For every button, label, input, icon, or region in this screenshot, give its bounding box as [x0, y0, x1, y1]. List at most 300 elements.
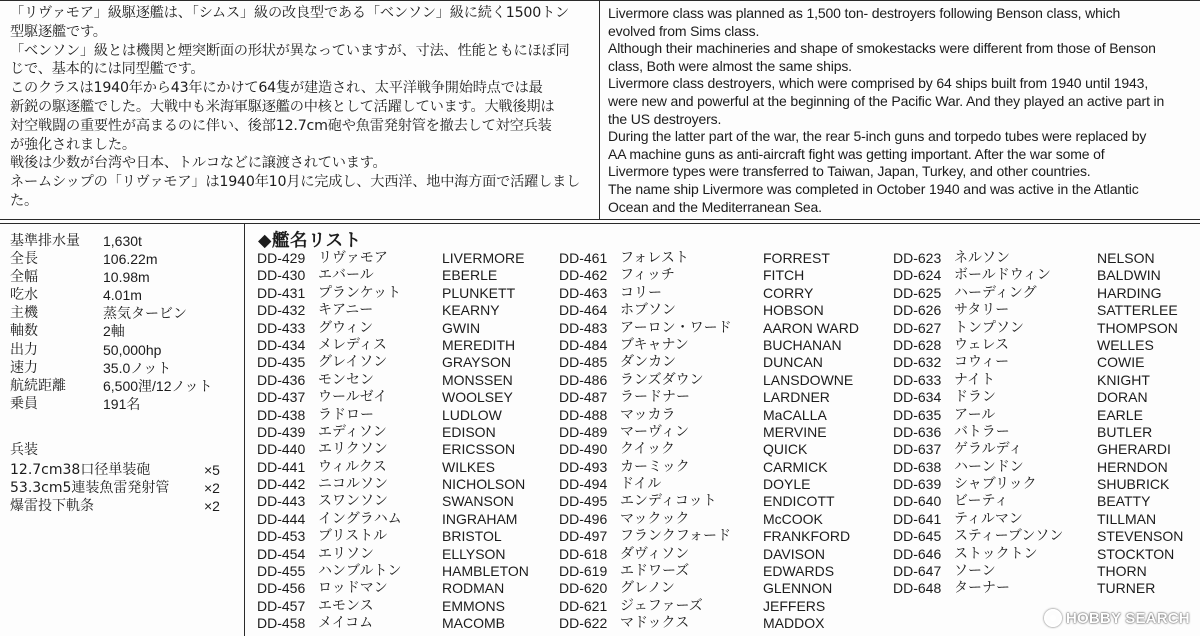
hull-number: DD-461: [559, 250, 608, 266]
hull-number: DD-626: [893, 302, 942, 319]
spec-row: [10, 395, 240, 413]
hull-number: DD-635: [893, 406, 942, 423]
ship-name-english: TILLMAN: [1097, 510, 1157, 527]
hull-number: DD-430: [257, 267, 306, 284]
spec-label: 主機: [10, 305, 38, 322]
spec-row: [10, 304, 240, 322]
spec-label: 速力: [10, 359, 38, 376]
ship-list-title: ◆艦名リスト: [258, 231, 362, 251]
ship-name-english: HOBSON: [763, 302, 824, 319]
ship-row: [257, 389, 557, 406]
hull-number: DD-441: [257, 458, 306, 475]
ship-name-english: GWIN: [442, 319, 481, 336]
description-en-line: Livermore class was planned as 1,500 ton- destroyers following Benson class, which: [608, 5, 1121, 21]
ship-name-japanese: ラドロー: [318, 406, 374, 423]
ship-name-english: EBERLE: [442, 267, 498, 284]
ship-name-english: EMMONS: [442, 597, 505, 614]
ship-name-english: WILKES: [442, 458, 495, 475]
ship-name-english: NICHOLSON: [442, 476, 526, 493]
spec-value: 191名: [103, 395, 141, 412]
ship-name-english: GHERARDI: [1097, 441, 1171, 458]
hull-number: DD-625: [893, 284, 942, 301]
ship-name-english: ELLYSON: [442, 545, 506, 562]
ship-name-japanese: エンディコット: [620, 493, 717, 510]
hull-number: DD-433: [257, 319, 306, 336]
spec-row: [10, 377, 240, 395]
ship-name-english: ERICSSON: [442, 441, 516, 458]
ship-name-english: MACOMB: [442, 615, 505, 632]
ship-row: [559, 598, 889, 615]
divider-inner: [0, 223, 1200, 224]
hull-number: DD-483: [559, 319, 608, 336]
ship-row: [893, 511, 1193, 528]
spec-value: 蒸気タービン: [103, 305, 187, 322]
ship-row: [559, 250, 889, 267]
ship-name-english: McCOOK: [763, 510, 823, 527]
ship-name-english: FORREST: [763, 250, 830, 266]
hull-number: DD-486: [559, 371, 608, 388]
ship-name-japanese: コリー: [620, 284, 662, 301]
ship-row: [257, 493, 557, 510]
ship-row: [257, 546, 557, 563]
ship-row: [559, 320, 889, 337]
ship-name-english: SATTERLEE: [1097, 302, 1178, 319]
ship-name-japanese: ニコルソン: [318, 476, 388, 493]
ship-name-english: KEARNY: [442, 302, 500, 319]
ship-name-japanese: メイコム: [318, 615, 374, 632]
ship-name-english: CARMICK: [763, 458, 828, 475]
hull-number: DD-455: [257, 563, 306, 580]
description-ja-line: 戦後は少数が台湾や日本、トルコなどに譲渡されています。: [10, 155, 387, 172]
armament-row: [10, 479, 240, 497]
description-ja-line: 型駆逐艦です。: [10, 23, 107, 40]
ship-name-english: DOYLE: [763, 476, 811, 493]
description-en-line: were new and powerful at the beginning of the Pacific War. And they played an active part in: [608, 92, 1165, 109]
ship-row: [559, 476, 889, 493]
description-english: [608, 5, 1196, 216]
ship-name-japanese: エディソン: [318, 423, 387, 440]
ship-row: [257, 372, 557, 389]
ship-row: [893, 389, 1193, 406]
hull-number: DD-485: [559, 354, 608, 371]
hull-number: DD-458: [257, 615, 306, 632]
ship-row: [257, 476, 557, 493]
ship-row: [893, 476, 1193, 493]
description-en-line: the US destroyers.: [608, 110, 722, 127]
spec-value: 2軸: [103, 323, 125, 340]
spec-label: 全幅: [10, 269, 38, 286]
ship-list-column-2: [559, 250, 889, 633]
spec-value: 1,630t: [103, 233, 142, 249]
description-japanese: [10, 4, 594, 211]
hull-number: DD-624: [893, 267, 942, 284]
ship-name-japanese: ハーディング: [954, 284, 1037, 301]
ship-name-japanese: シャブリック: [954, 476, 1037, 493]
hull-number: DD-639: [893, 476, 942, 493]
ship-name-english: STEVENSON: [1097, 528, 1184, 545]
spec-label: 軸数: [10, 323, 38, 340]
ship-row: [893, 546, 1193, 563]
ship-row: [893, 267, 1193, 284]
ship-name-english: STOCKTON: [1097, 545, 1175, 562]
ship-name-english: AARON WARD: [763, 319, 859, 336]
hull-number: DD-647: [893, 563, 942, 580]
ship-row: [257, 598, 557, 615]
ship-row: [257, 511, 557, 528]
ship-name-japanese: コウィー: [954, 354, 1010, 371]
ship-name-japanese: フランクフォード: [620, 528, 732, 545]
hull-number: DD-431: [257, 284, 306, 301]
armament-quantity: ×2: [204, 480, 220, 496]
armament-row: [10, 497, 240, 515]
ship-row: [559, 337, 889, 354]
ship-name-japanese: マッカラ: [620, 406, 676, 423]
ship-name-japanese: ソーン: [954, 563, 996, 580]
hull-number: DD-464: [559, 302, 608, 319]
ship-name-english: BALDWIN: [1097, 267, 1161, 284]
description-en-line: AA machine guns as anti-aircraft fight was getting important. After the war some of: [608, 145, 1105, 162]
armament-quantity: ×5: [204, 462, 220, 478]
ship-row: [559, 615, 889, 632]
hull-number: DD-484: [559, 336, 608, 353]
hull-number: DD-440: [257, 441, 306, 458]
ship-name-english: EDWARDS: [763, 563, 835, 580]
ship-name-japanese: ゲラルディ: [954, 441, 1023, 458]
ship-row: [257, 320, 557, 337]
ship-name-japanese: スティーブンソン: [954, 528, 1064, 545]
ship-name-japanese: サタリー: [954, 302, 1010, 319]
ship-row: [893, 285, 1193, 302]
ship-name-japanese: ウィルクス: [318, 458, 387, 475]
ship-name-japanese: カーミック: [620, 458, 690, 475]
hull-number: DD-646: [893, 545, 942, 562]
ship-name-japanese: マックック: [620, 510, 690, 527]
ship-row: [559, 528, 889, 545]
hull-number: DD-496: [559, 510, 608, 527]
ship-list-column-1: [257, 250, 557, 633]
ship-name-japanese: スワンソン: [318, 493, 388, 510]
ship-name-japanese: エドワーズ: [620, 563, 690, 580]
ship-row: [893, 250, 1193, 267]
spec-row: [10, 286, 240, 304]
ship-name-japanese: メレディス: [318, 336, 387, 353]
spec-value: 4.01m: [103, 287, 142, 304]
hull-number: DD-637: [893, 441, 942, 458]
ship-name-japanese: フィッチ: [620, 267, 675, 284]
ship-name-japanese: ティルマン: [954, 510, 1023, 527]
ship-name-japanese: エバール: [318, 267, 374, 284]
ship-name-japanese: ホブソン: [620, 302, 676, 319]
description-en-line: During the latter part of the war, the rear 5-inch guns and torpedo tubes were replaced by: [608, 128, 1147, 145]
description-ja-line: このクラスは1940年から43年にかけて64隻が建造され、太平洋戦争開始時点では最: [10, 80, 543, 97]
ship-row: [257, 407, 557, 424]
ship-name-english: MEREDITH: [442, 336, 516, 353]
description-ja-line: 新鋭の駆逐艦でした。大戦中も米海軍駆逐艦の中核として活躍しています。大戦後期は: [10, 98, 555, 115]
ship-list-column-3: [893, 250, 1193, 598]
description-en-line: Livermore types were transferred to Taiwan, Japan, Turkey, and other countries.: [608, 163, 1091, 180]
ship-name-japanese: エモンス: [318, 597, 374, 614]
ship-name-english: LIVERMORE: [442, 250, 525, 266]
description-ja-line: 「ベンソン」級とは機関と煙突断面の形状が異なっていますが、寸法、性能ともにほぼ同: [10, 42, 570, 59]
hull-number: DD-490: [559, 441, 608, 458]
ship-name-japanese: クイック: [620, 441, 676, 458]
ship-name-english: GRAYSON: [442, 354, 511, 371]
spec-row: [10, 250, 240, 268]
description-en-line: Although their machineries and shape of smokestacks were different from those of Benson: [608, 40, 1156, 57]
hull-number: DD-438: [257, 406, 306, 423]
hull-number: DD-439: [257, 423, 306, 440]
hull-number: DD-623: [893, 250, 942, 266]
ship-name-japanese: ラードナー: [620, 389, 690, 406]
ship-name-japanese: ナイト: [954, 371, 996, 388]
top-border: [0, 0, 1200, 1]
ship-name-english: SHUBRICK: [1097, 476, 1170, 493]
ship-name-english: JEFFERS: [763, 597, 826, 614]
hull-number: DD-443: [257, 493, 306, 510]
ship-name-english: HAMBLETON: [442, 563, 529, 580]
hull-number: DD-442: [257, 476, 306, 493]
ship-name-english: GLENNON: [763, 580, 833, 597]
hull-number: DD-456: [257, 580, 306, 597]
description-ja-line: た。: [10, 192, 38, 209]
ship-name-japanese: ドラン: [954, 389, 996, 406]
spec-value: 6,500浬/12ノット: [103, 377, 213, 394]
ship-name-japanese: エリソン: [318, 545, 374, 562]
ship-row: [559, 407, 889, 424]
description-ja-line: 「リヴァモア」級駆逐艦は、「シムス」級の改良型である「ベンソン」級に続く1500トン: [10, 5, 570, 21]
description-en-line: class, Both were almost the same ships.: [608, 57, 852, 74]
ship-name-japanese: ターナー: [954, 580, 1010, 597]
hull-number: DD-622: [559, 615, 608, 632]
ship-name-japanese: ビーティ: [954, 493, 1009, 510]
specifications: [10, 232, 240, 413]
hull-number: DD-489: [559, 423, 608, 440]
ship-row: [257, 285, 557, 302]
ship-row: [559, 372, 889, 389]
hull-number: DD-429: [257, 250, 306, 266]
hull-number: DD-621: [559, 597, 608, 614]
spec-row: [10, 359, 240, 377]
ship-row: [559, 441, 889, 458]
column-divider-bottom: [244, 223, 245, 636]
ship-name-english: MaCALLA: [763, 406, 827, 423]
armament-name: 53.3cm5連装魚雷発射管: [10, 480, 170, 496]
hull-number: DD-436: [257, 371, 306, 388]
spec-row: [10, 322, 240, 340]
ship-name-english: THORN: [1097, 563, 1147, 580]
armament-quantity: ×2: [204, 498, 220, 514]
hull-number: DD-628: [893, 336, 942, 353]
ship-name-english: DORAN: [1097, 389, 1148, 406]
ship-row: [257, 528, 557, 545]
ship-name-japanese: グレイソン: [318, 354, 388, 371]
ship-row: [893, 372, 1193, 389]
ship-name-english: MADDOX: [763, 615, 825, 632]
ship-name-english: WOOLSEY: [442, 389, 513, 406]
ship-name-english: CORRY: [763, 284, 814, 301]
hull-number: DD-463: [559, 284, 608, 301]
hull-number: DD-488: [559, 406, 608, 423]
ship-name-english: TURNER: [1097, 580, 1156, 597]
description-ja-line: ネームシップの「リヴァモア」は1940年10月に完成し、大西洋、地中海方面で活躍しまし: [10, 174, 581, 191]
hull-number: DD-434: [257, 336, 306, 353]
ship-row: [257, 354, 557, 371]
hull-number: DD-634: [893, 389, 942, 406]
hull-number: DD-495: [559, 493, 608, 510]
ship-name-english: EDISON: [442, 423, 496, 440]
ship-row: [559, 459, 889, 476]
ship-name-english: DUNCAN: [763, 354, 823, 371]
armament-row: [10, 461, 240, 479]
ship-row: [559, 267, 889, 284]
ship-row: [559, 302, 889, 319]
hull-number: DD-620: [559, 580, 608, 597]
hull-number: DD-457: [257, 597, 306, 614]
ship-name-english: KNIGHT: [1097, 371, 1150, 388]
ship-name-japanese: バトラー: [954, 423, 1010, 440]
ship-name-english: HARDING: [1097, 284, 1162, 301]
ship-name-english: INGRAHAM: [442, 510, 518, 527]
watermark-text: HOBBY SEARCH: [1066, 609, 1190, 627]
ship-row: [893, 407, 1193, 424]
ship-row: [257, 302, 557, 319]
spec-label: 出力: [10, 341, 38, 358]
ship-name-english: RODMAN: [442, 580, 505, 597]
spec-value: 50,000hp: [103, 341, 162, 358]
hull-number: DD-619: [559, 563, 608, 580]
ship-row: [257, 337, 557, 354]
ship-name-japanese: キアニー: [318, 302, 374, 319]
ship-row: [257, 250, 557, 267]
ship-name-japanese: リヴァモア: [318, 250, 388, 266]
ship-name-english: MONSSEN: [442, 371, 513, 388]
ship-row: [893, 528, 1193, 545]
ship-row: [893, 320, 1193, 337]
spec-label: 基準排水量: [10, 233, 80, 249]
description-en-line: Ocean and the Mediterranean Sea.: [608, 198, 822, 215]
ship-name-english: THOMPSON: [1097, 319, 1178, 336]
spec-label: 吃水: [10, 287, 38, 304]
ship-name-english: WELLES: [1097, 336, 1154, 353]
ship-name-japanese: ウールゼイ: [318, 389, 388, 406]
spec-value: 35.0ノット: [103, 359, 172, 376]
ship-name-japanese: プランケット: [318, 284, 402, 301]
hull-number: DD-633: [893, 371, 942, 388]
armament-heading: 兵装: [10, 442, 38, 458]
hull-number: DD-493: [559, 458, 608, 475]
hull-number: DD-453: [257, 528, 306, 545]
ship-name-japanese: アール: [954, 406, 996, 423]
ship-name-japanese: ボールドウィン: [954, 267, 1051, 284]
ship-row: [559, 546, 889, 563]
ship-row: [893, 337, 1193, 354]
description-en-line: Livermore class destroyers, which were comprised by 64 ships built from 1940 until 1943,: [608, 75, 1149, 92]
hull-number: DD-444: [257, 510, 306, 527]
description-ja-line: 対空戦闘の重要性が高まるのに伴い、後部12.7cm砲や魚雷発射管を撤去して対空兵装: [10, 117, 552, 134]
ship-name-japanese: エリクソン: [318, 441, 388, 458]
spec-row: [10, 341, 240, 359]
ship-row: [257, 424, 557, 441]
ship-name-japanese: モンセン: [318, 371, 374, 388]
ship-name-japanese: ハンブルトン: [318, 563, 402, 580]
spec-value: 106.22m: [103, 251, 158, 268]
ship-row: [257, 580, 557, 597]
description-ja-line: が強化されました。: [10, 136, 136, 153]
ship-name-japanese: マドックス: [620, 615, 690, 632]
ship-name-english: LANSDOWNE: [763, 371, 854, 388]
ship-row: [893, 459, 1193, 476]
ship-row: [893, 424, 1193, 441]
hull-number: DD-454: [257, 545, 306, 562]
ship-name-japanese: ロッドマン: [318, 580, 388, 597]
spec-row: [10, 232, 240, 250]
ship-name-english: COWIE: [1097, 354, 1145, 371]
ship-name-english: HERNDON: [1097, 458, 1168, 475]
hull-number: DD-494: [559, 476, 608, 493]
ship-name-english: ENDICOTT: [763, 493, 835, 510]
ship-name-english: NELSON: [1097, 250, 1155, 266]
ship-name-english: BUTLER: [1097, 423, 1153, 440]
ship-row: [893, 580, 1193, 597]
hull-number: DD-638: [893, 458, 942, 475]
ship-row: [893, 354, 1193, 371]
hull-number: DD-435: [257, 354, 306, 371]
hull-number: DD-627: [893, 319, 942, 336]
column-divider-top: [599, 0, 600, 219]
hull-number: DD-645: [893, 528, 942, 545]
ship-name-japanese: ウェレス: [954, 336, 1010, 353]
ship-row: [893, 441, 1193, 458]
ship-name-japanese: ダヴィソン: [620, 545, 690, 562]
ship-name-japanese: ハーンドン: [954, 458, 1024, 475]
ship-name-japanese: イングラハム: [318, 510, 402, 527]
ship-name-japanese: ネルソン: [954, 250, 1010, 266]
ship-row: [559, 511, 889, 528]
ship-name-japanese: ランズダウン: [620, 371, 704, 388]
hull-number: DD-462: [559, 267, 608, 284]
ship-row: [257, 563, 557, 580]
ship-name-english: PLUNKETT: [442, 284, 516, 301]
spec-label: 乗員: [10, 395, 38, 412]
ship-name-japanese: グウィン: [318, 319, 374, 336]
ship-name-japanese: ストックトン: [954, 545, 1038, 562]
hull-number: DD-648: [893, 580, 942, 597]
hull-number: DD-641: [893, 510, 942, 527]
hull-number: DD-432: [257, 302, 306, 319]
ship-name-english: BUCHANAN: [763, 336, 842, 353]
hull-number: DD-437: [257, 389, 306, 406]
ship-row: [257, 267, 557, 284]
ship-row: [257, 441, 557, 458]
ship-row: [893, 302, 1193, 319]
ship-name-japanese: ドイル: [620, 476, 662, 493]
ship-name-japanese: フォレスト: [620, 250, 689, 266]
description-ja-line: じで、基本的には同型艦です。: [10, 61, 205, 78]
hobby-search-watermark: [1044, 607, 1190, 629]
ship-row: [559, 424, 889, 441]
hull-number: DD-636: [893, 423, 942, 440]
ship-name-english: SWANSON: [442, 493, 514, 510]
ship-name-japanese: アーロン・ワード: [620, 319, 732, 336]
armament-name: 12.7cm38口径単装砲: [10, 462, 151, 478]
ship-row: [257, 615, 557, 632]
ship-name-japanese: ブリストル: [318, 528, 388, 545]
ship-row: [559, 580, 889, 597]
description-en-line: evolved from Sims class.: [608, 22, 760, 39]
ship-name-japanese: トンプソン: [954, 319, 1024, 336]
ship-name-english: FRANKFORD: [763, 528, 851, 545]
spec-label: 全長: [10, 251, 38, 268]
